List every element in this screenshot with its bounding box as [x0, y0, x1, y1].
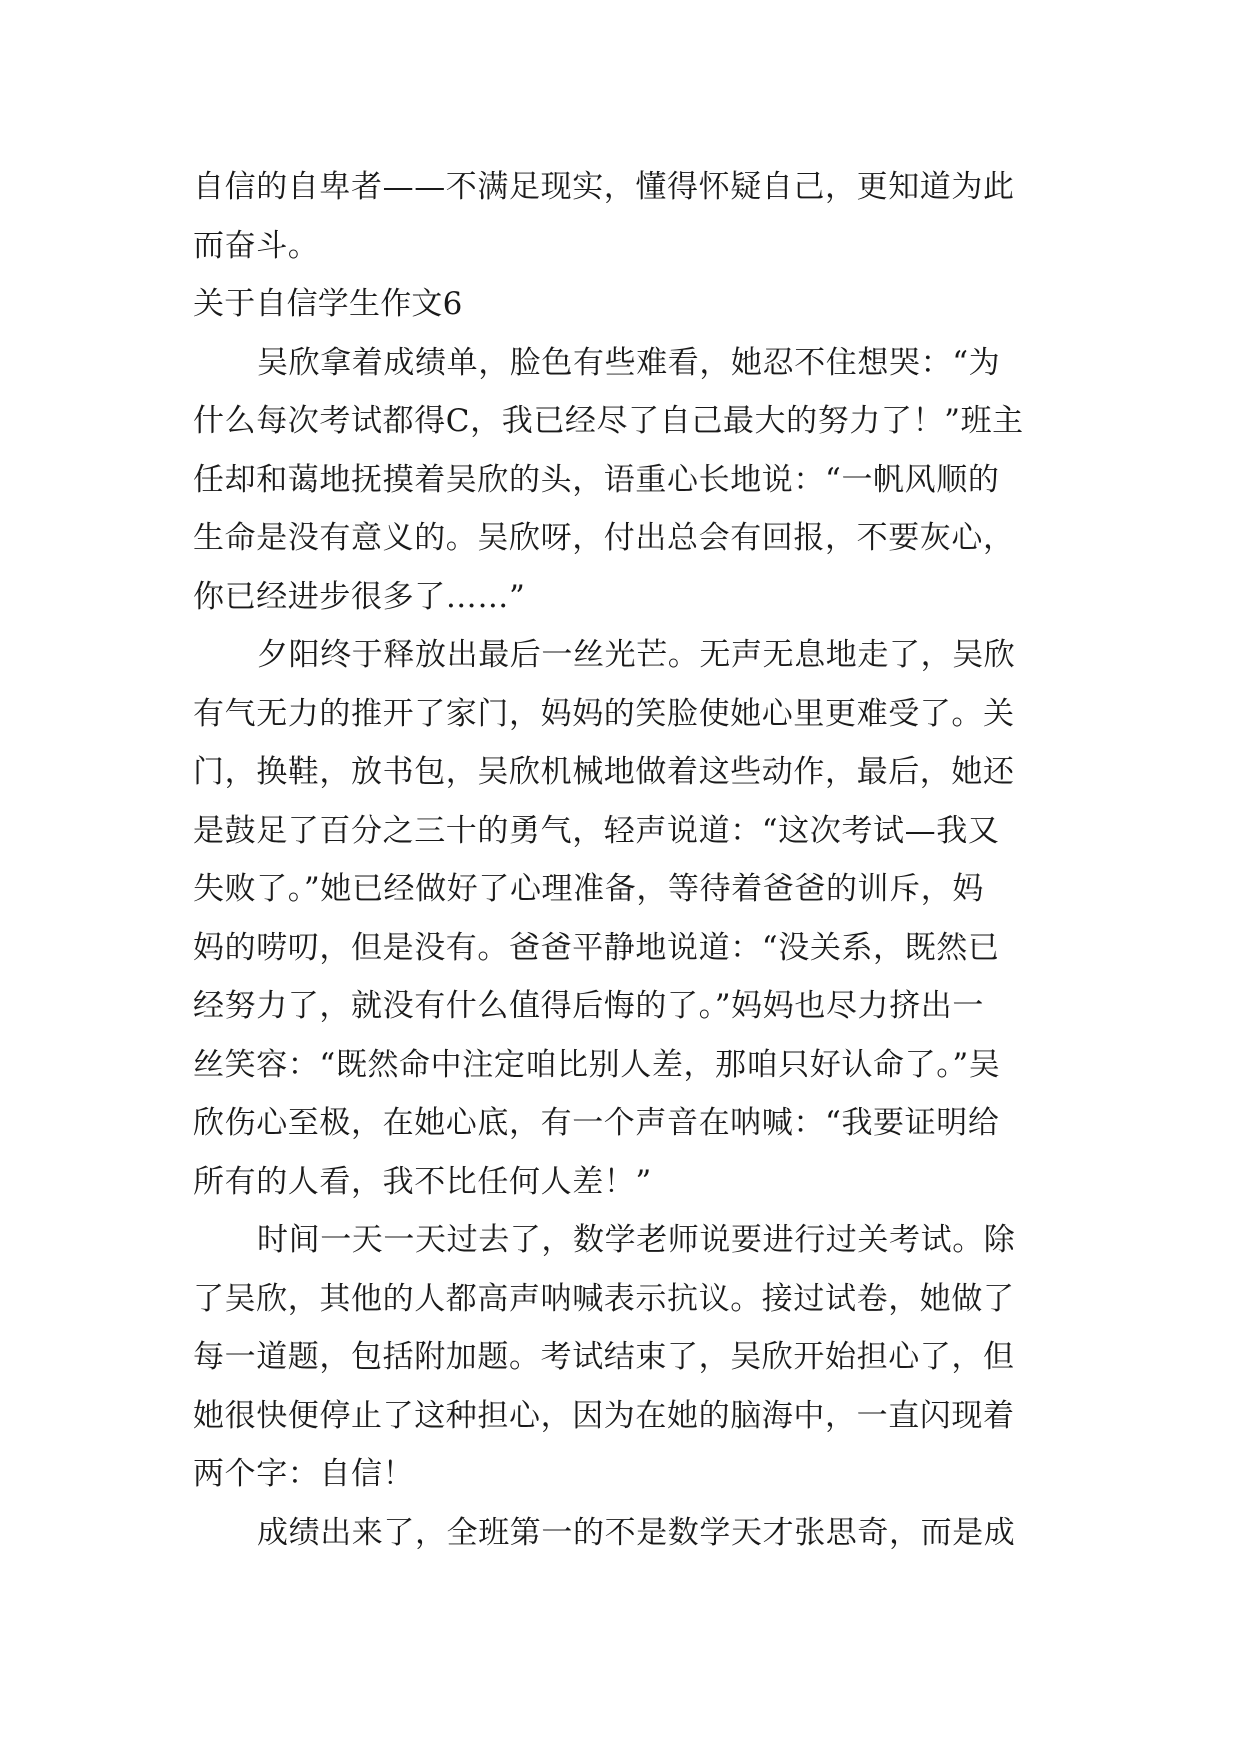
paragraph: [193, 626, 1053, 1211]
text-line: 每一道题，包括附加题。考试结束了，吴欣开始担心了，但: [193, 1339, 1015, 1375]
text-line: 有气无力的推开了家门，妈妈的笑脸使她心里更难受了。关: [193, 695, 1015, 732]
paragraph: [193, 334, 1053, 627]
text-line: 失败了。”她已经做好了心理准备，等待着爸爸的训斥，妈: [193, 871, 984, 907]
text-line: 夕阳终于释放出最后一丝光芒。无声无息地走了，吴欣: [257, 637, 1016, 673]
text-line: 两个字：自信！: [193, 1456, 415, 1492]
text-line: 时间一天一天过去了，数学老师说要进行过关考试。除: [257, 1222, 1016, 1258]
text-line: 成绩出来了，全班第一的不是数学天才张思奇，而是成: [257, 1514, 1016, 1551]
text-line: 吴欣拿着成绩单，脸色有些难看，她忍不住想哭：“为: [257, 344, 1001, 381]
text-line: 而奋斗。: [193, 227, 320, 264]
text-line: 是鼓足了百分之三十的勇气，轻声说道：“这次考试—我又: [193, 812, 1000, 849]
text-line: 了吴欣，其他的人都高声呐喊表示抗议。接过试卷，她做了: [193, 1280, 1015, 1317]
text-line: 所有的人看，我不比任何人差！”: [193, 1163, 652, 1200]
text-line: 生命是没有意义的。吴欣呀，付出总会有回报，不要灰心，: [193, 520, 1015, 556]
text-line: 丝笑容：“既然命中注定咱比别人差，那咱只好认命了。”吴: [193, 1046, 1001, 1083]
paragraph: [193, 1211, 1053, 1504]
text-line: 经努力了，就没有什么值得后悔的了。”妈妈也尽力挤出一: [193, 988, 984, 1024]
text-line: 自信的自卑者——不满足现实，懂得怀疑自己，更知道为此: [193, 169, 1015, 205]
section-heading: 关于自信学生作文6: [193, 286, 463, 322]
text-line: 门，换鞋，放书包，吴欣机械地做着这些动作，最后，她还: [193, 754, 1015, 790]
text-line: 妈的唠叨，但是没有。爸爸平静地说道：“没关系，既然已: [193, 929, 1000, 966]
text-line: 任却和蔼地抚摸着吴欣的头，语重心长地说：“一帆风顺的: [193, 461, 1000, 498]
text-line: 她很快便停止了这种担心，因为在她的脑海中，一直闪现着: [193, 1397, 1015, 1434]
paragraph: [193, 1504, 1053, 1563]
text-line: 你已经进步很多了……”: [193, 578, 526, 615]
text-line: 欣伤心至极，在她心底，有一个声音在呐喊：“我要证明给: [193, 1105, 1000, 1141]
text-line: 什么每次考试都得C，我已经尽了自己最大的努力了！”班主: [193, 403, 1024, 439]
document-page: [193, 158, 1053, 1562]
